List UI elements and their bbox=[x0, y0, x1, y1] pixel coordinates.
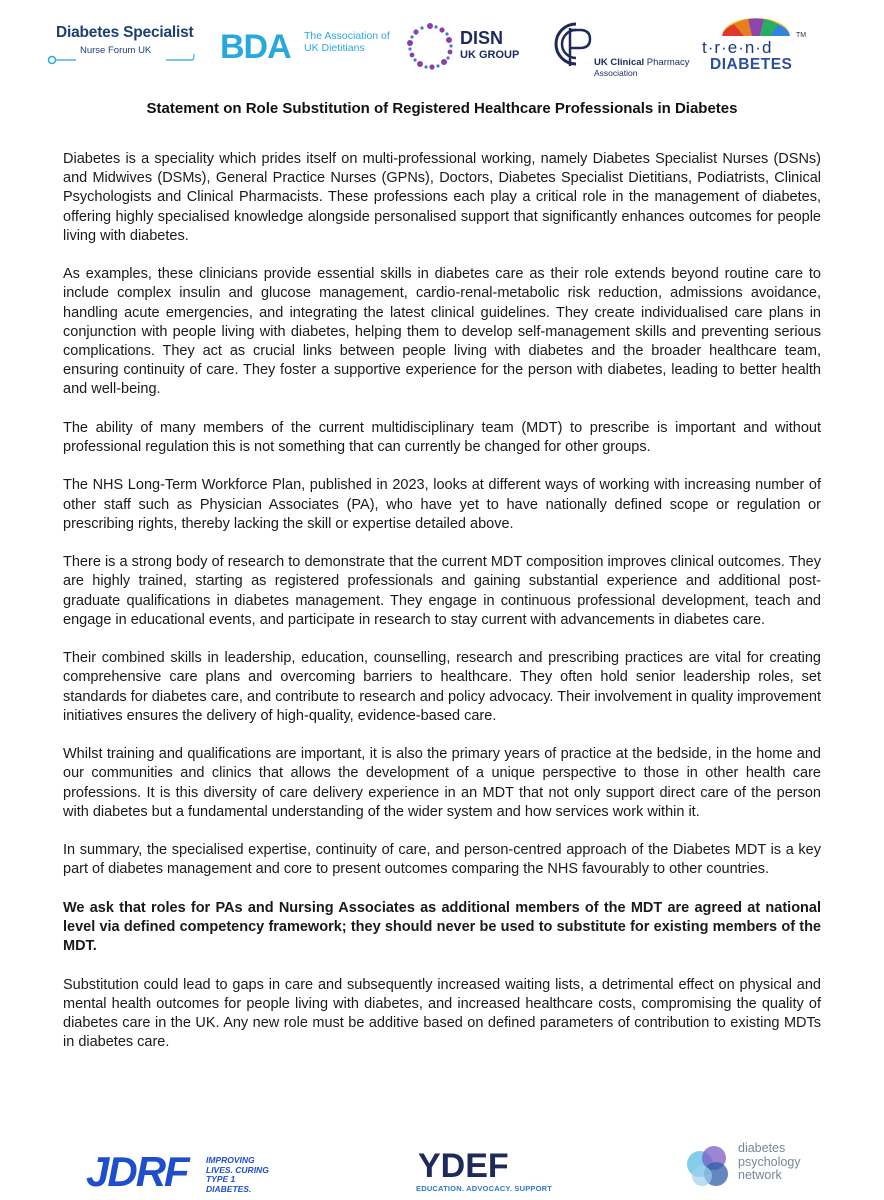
trend-logo-line2: DIABETES bbox=[710, 56, 793, 73]
trend-logo-line1: t·r·e·n·d bbox=[702, 38, 773, 57]
umbrella-icon bbox=[718, 16, 794, 38]
dpn-logo-text: diabetes psychology network bbox=[738, 1141, 801, 1182]
ukcpa-logo-rest: Pharmacy bbox=[644, 57, 690, 68]
paragraph: Their combined skills in leadership, education, counselling, research and prescribing practices are vital for creating comprehensive care plans and overcoming barriers to healthcare. They often hold senior leadership roles, set standards for diabetes care, and contribute to research and policy advocacy. Their involvement in quality improvement initiatives ensures the delivery of high-quality, evidence-based care. bbox=[63, 650, 821, 724]
paragraph: Whilst training and qualifications are important, it is also the primary years of practice at the bedside, in the home and our communities and clinics that allows the development of a unique perspective to those in other health care professions. It is this diversity of care delivery experience in an MDT that not only support direct care of the person with diabetes but a fundamental understanding of the wider system and how services work within it. bbox=[63, 746, 821, 820]
document-body bbox=[63, 150, 821, 1072]
trend-logo-tm: TM bbox=[796, 32, 807, 39]
trend-diabetes-logo bbox=[698, 16, 818, 76]
dsnf-logo-line1: Diabetes Specialist bbox=[56, 24, 194, 41]
jdrf-logo-mark: JDRF bbox=[86, 1148, 188, 1195]
bda-logo-mark: BDA bbox=[220, 28, 291, 66]
dsnf-logo bbox=[46, 20, 196, 70]
bda-logo-subtitle: The Association of UK Dietitians bbox=[304, 30, 390, 54]
disn-logo bbox=[406, 22, 526, 72]
paragraph: There is a strong body of research to demonstrate that the current MDT composition improves clinical outcomes. They are highly trained, starting as registered professionals and gaining substantial experience and additional post-graduate qualifications in diabetes management. They engage in continuous professional development, teach and engage in educational events, and participate in research to stay current with advancements in diabetes care. bbox=[63, 554, 821, 628]
ukcpa-logo-line2: Association bbox=[594, 68, 638, 78]
ukcpa-logo-bold: UK Clinical bbox=[594, 57, 645, 68]
disn-ring-icon bbox=[406, 22, 456, 72]
disn-logo-line1: DISN bbox=[460, 28, 504, 48]
disn-logo-line2: UK GROUP bbox=[460, 49, 520, 61]
dsnf-logo-line2: Nurse Forum UK bbox=[80, 45, 152, 56]
header-logos bbox=[0, 0, 884, 90]
paragraph: The ability of many members of the current multidisciplinary team (MDT) to prescribe is important and without professional regulation this is not something that can currently be changed for other groups. bbox=[63, 419, 821, 456]
diabetes-psychology-network-logo bbox=[684, 1138, 844, 1196]
ydef-logo bbox=[402, 1147, 553, 1196]
call-to-action-paragraph: We ask that roles for PAs and Nursing Associates as additional members of the MDT are agreed at national level via defined competency framework; they should never be used to substitute for existing members of the MDT. bbox=[63, 899, 821, 955]
paragraph: Substitution could lead to gaps in care and subsequently increased waiting lists, a detrimental effect on physical and mental health outcomes for people living with diabetes, and increased healthcare costs, compromising the quality of diabetes care in the UK. Any new role must be additive based on defined parameters of contribution to existing MDTs in diabetes care. bbox=[63, 976, 821, 1051]
ydef-logo-tagline: EDUCATION. ADVOCACY. SUPPORT bbox=[416, 1184, 553, 1193]
bda-logo bbox=[220, 22, 390, 72]
jdrf-logo-tagline: IMPROVING LIVES. CURING TYPE 1 DIABETES. bbox=[206, 1155, 269, 1194]
overlapping-circles-icon bbox=[684, 1142, 736, 1190]
ydef-logo-mark: YDEF bbox=[418, 1147, 509, 1185]
paragraph: In summary, the specialised expertise, continuity of care, and person-centred approach of the Diabetes MDT is a key part of diabetes management and core to present outcomes comparing the NHS favourably to other countries. bbox=[63, 842, 821, 878]
dsnf-swoosh-icon bbox=[46, 50, 196, 66]
jdrf-logo bbox=[86, 1150, 286, 1198]
ukcpa-logo bbox=[546, 20, 690, 80]
ukcpa-logo-line1 bbox=[594, 57, 690, 68]
paragraph: The NHS Long-Term Workforce Plan, published in 2023, looks at different ways of working with increasing number of other staff such as Physician Associates (PA), who have yet to have nationally defined scope or regulation or prescribing rights, thereby lacking the skill or expertise detailed above. bbox=[63, 477, 821, 532]
paragraph: Diabetes is a speciality which prides itself on multi-professional working, namely Diabetes Specialist Nurses (DSNs) and Midwives (DSMs), General Practice Nurses (GPNs), Doctors, Diabetes Specialist Dietitians, Podiatrists, Clinical Psychologists and Clinical Pharmacists. These professions each play a critical role in the management of diabetes, offering highly specialised knowledge alongside personalised support that significantly enhances outcomes for people living with diabetes. bbox=[63, 151, 821, 244]
ukcpa-emblem-icon bbox=[546, 20, 594, 68]
paragraph: As examples, these clinicians provide essential skills in diabetes care as their role extends beyond routine care to include complex insulin and glucose management, cardio-renal-metabolic risk reduction, admissions avoidance, handling acute emergencies, and integrating the latest clinical guidelines. They create individualised care plans in conjunction with people living with diabetes, helping them to develop self-management skills and preventing serious complications. They act as crucial links between people living with diabetes and the broader healthcare team, ensuring continuity of care. They foster a supportive experience for the person with diabetes, leading to better health and well-being. bbox=[63, 266, 821, 398]
document-title: Statement on Role Substitution of Registered Healthcare Professionals in Diabetes bbox=[146, 100, 738, 117]
